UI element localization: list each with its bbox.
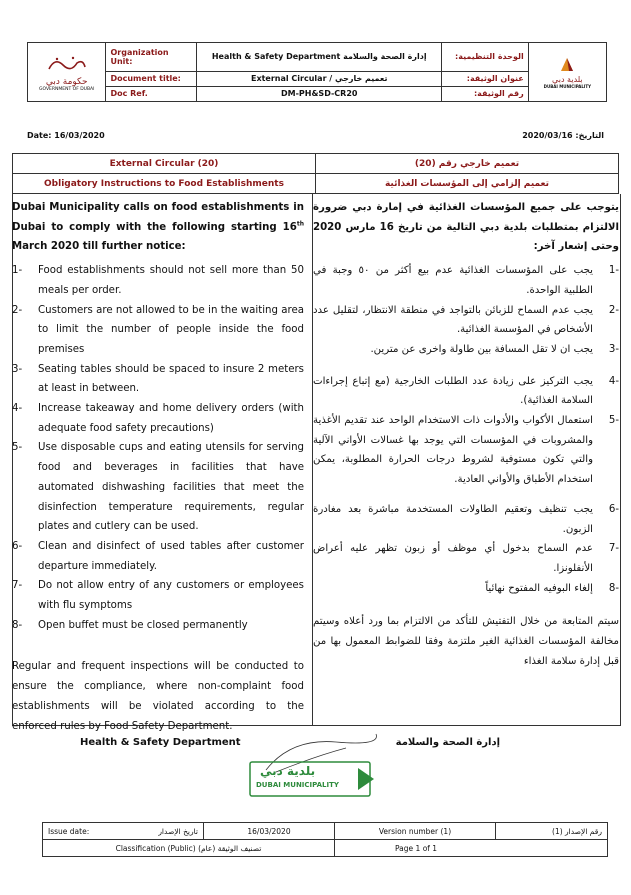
item-number: 6- — [12, 540, 23, 552]
issue-date-label-en: Issue date: — [48, 826, 90, 836]
org-unit-label: Organization Unit: — [106, 43, 197, 72]
item-text: Increase takeaway and home delivery orders (with adequate food safety precautions) — [38, 403, 304, 434]
item-number: 2- — [12, 304, 23, 316]
item-number: 7- — [12, 580, 23, 592]
item-text: Seating tables should be spaced to insure 2 meters at least in between. — [38, 363, 304, 395]
item-text: يجب تنظيف وتعقيم الطاولات المستخدمة مباشرة بعد مغادرة الزبون. — [313, 503, 593, 535]
list-item — [12, 261, 304, 300]
arabic-column — [313, 198, 619, 671]
document-footer — [42, 822, 608, 857]
dm-logo-en-text: DUBAI MUNICIPALITY — [543, 84, 592, 89]
circular-title-ar: تعميم خارجي رقم (20) — [316, 154, 619, 174]
item-text: يجب على المؤسسات الغذائية عدم بيع أكثر من ٥٠ وجبة في الطلبية الواحدة. — [313, 265, 593, 296]
english-closing: Regular and frequent inspections will be conducted to ensure the compliance, where non-complaint food establishments will be violated according to the enforced rules by Food Safety Department. — [12, 661, 304, 732]
item-text: يجب التركيز على زيادة عدد الطلبات الخارجية (مع إتباع إجراءات السلامة الغذائية). — [313, 375, 593, 407]
english-intro-text: Dubai Municipality calls on food establishments in Dubai to comply with the following starting 16 — [12, 202, 304, 233]
item-number: -3 — [608, 343, 619, 355]
item-number: 3- — [12, 363, 23, 375]
list-item — [12, 438, 304, 537]
doc-title-label-ar: عنوان الوثيقة: — [442, 71, 528, 86]
item-number: 5- — [12, 442, 23, 454]
item-text: إلغاء البوفيه المفتوح نهائياً — [485, 582, 593, 594]
doc-title-value: External Circular / تعميم خارجي — [197, 71, 442, 86]
issue-date-label-cell — [43, 823, 204, 840]
item-text: Open buffet must be closed permanently — [38, 619, 248, 631]
english-intro — [12, 198, 304, 257]
arabic-intro: يتوجب على جميع المؤسسات الغذائية في إمارة دبي ضرورة الالتزام بمتطلبات بلدية دبي التالية من تاريخ 16 مارس 2020 وحتى إشعار آخر: — [313, 202, 619, 253]
doc-ref-value: DM-PH&SD-CR20 — [197, 86, 442, 101]
signature-department-ar: إدارة الصحة والسلامة — [395, 737, 500, 748]
item-text: يجب عدم السماح للزبائن بالتواجد في منطقة الانتظار، لتقليل عدد الأشخاص في المؤسسة الغذائية. — [313, 304, 593, 336]
item-number: -7 — [608, 543, 619, 555]
item-number: -8 — [608, 582, 619, 594]
date-ar — [522, 131, 604, 140]
list-item — [12, 360, 304, 399]
gov-logo-en-text: GOVERNMENT OF DUBAI — [39, 86, 95, 92]
item-number: -1 — [608, 265, 619, 277]
dubai-municipality-stamp — [246, 732, 381, 800]
list-item — [313, 579, 619, 599]
document-header — [27, 42, 607, 102]
date-en: Date: 16/03/2020 — [27, 131, 105, 140]
item-number: -2 — [608, 304, 619, 316]
english-intro-text-end: March 2020 till further notice: — [12, 241, 186, 253]
doc-ref-label: Doc Ref. — [106, 86, 197, 101]
stamp-en-text: DUBAI MUNICIPALITY — [256, 781, 339, 789]
list-item — [313, 261, 619, 300]
list-item — [313, 372, 619, 411]
signature-department-en: Health & Safety Department — [80, 737, 241, 748]
circular-title-table — [12, 153, 619, 194]
arabic-closing: سيتم المتابعة من خلال التفتيش للتأكد من الالتزام بما ورد أعلاه وسيتم مخالفة المؤسسات الغذائية الغير ملتزمة وفقا للضوابط المعمول بها من قبل إدارة سلامة الغذاء — [313, 616, 619, 667]
item-number: 4- — [12, 403, 23, 415]
dm-logo-ar-text: بلدية دبي — [552, 75, 583, 84]
list-item — [12, 537, 304, 576]
subject-title-en: Obligatory Instructions to Food Establishments — [13, 174, 316, 194]
list-item — [12, 616, 304, 636]
page-number: Page 1 of 1 — [335, 840, 608, 857]
subject-title-ar: تعميم إلزامي إلى المؤسسات الغذائية — [316, 174, 619, 194]
org-unit-value: Health & Safety Department إدارة الصحة والسلامة — [197, 43, 442, 72]
doc-ref-label-ar: رقم الوثيقة: — [442, 86, 528, 101]
dubai-municipality-emblem-icon — [557, 55, 577, 73]
item-text: استعمال الأكواب والأدوات ذات الاستخدام الواحد عند تقديم الأغذية والمشروبات في المؤسسات التي يوجد بها غسالات الأواني الآلية والتي تكون مستوفية لشروط درجات الحرارة المطلوبة، يمكن استخدام الأطباق والأواني العادية. — [313, 415, 593, 486]
list-item — [313, 301, 619, 340]
item-text: Customers are not allowed to be in the waiting area to limit the number of people inside the food premises — [38, 304, 304, 355]
list-item — [12, 301, 304, 360]
issue-date-label-ar: تاريخ الإصدار — [158, 826, 198, 836]
list-item — [12, 399, 304, 438]
version-number-en: Version number (1) — [335, 823, 496, 840]
item-text: Use disposable cups and eating utensils for serving food and beverages in facilities that have automated dishwashing facilities that meet the disinfection temperature requirements, regular plates and cutlery can be used. — [38, 442, 304, 533]
item-number: 8- — [12, 619, 23, 631]
item-number: 1- — [12, 265, 23, 277]
item-text: Clean and disinfect of used tables after customer departure immediately. — [38, 540, 304, 572]
org-unit-label-ar: الوحدة التنظيمية: — [442, 43, 528, 72]
item-text: Food establishments should not sell more than 50 meals per order. — [38, 265, 304, 296]
item-text: عدم السماح بدخول أي موظف أو زبون تظهر عليه أعراض الأنفلونزا. — [313, 543, 593, 574]
circular-title-en: External Circular (20) — [13, 154, 316, 174]
list-item — [313, 411, 619, 490]
item-number: -5 — [608, 415, 619, 427]
list-item — [313, 340, 619, 360]
item-number: -6 — [608, 503, 619, 515]
stamp-ar-text: بلدية دبي — [260, 764, 316, 778]
item-text: Do not allow entry of any customers or employees with flu symptoms — [38, 580, 304, 612]
version-number-ar: رقم الإصدار (1) — [496, 823, 608, 840]
doc-title-label: Document title: — [106, 71, 197, 86]
list-item — [313, 539, 619, 578]
gov-dubai-emblem-icon — [45, 53, 89, 75]
government-of-dubai-logo — [28, 43, 106, 102]
list-item — [313, 500, 619, 539]
date-ar-value: 2020/03/16 — [522, 131, 573, 140]
classification: Classification (Public) تصنيف الوثيقة (عام) — [43, 840, 335, 857]
list-item — [12, 576, 304, 615]
date-ar-label: التاريخ: — [575, 131, 604, 140]
english-intro-superscript: th — [296, 220, 304, 228]
dubai-municipality-logo — [528, 43, 606, 102]
item-text: يجب ان لا تقل المسافة بين طاولة واخرى عن مترين. — [370, 343, 593, 355]
issue-date-value: 16/03/2020 — [204, 823, 335, 840]
item-number: -4 — [608, 375, 619, 387]
english-column — [12, 198, 304, 736]
gov-logo-ar-text: حكومة دبي — [45, 76, 88, 87]
